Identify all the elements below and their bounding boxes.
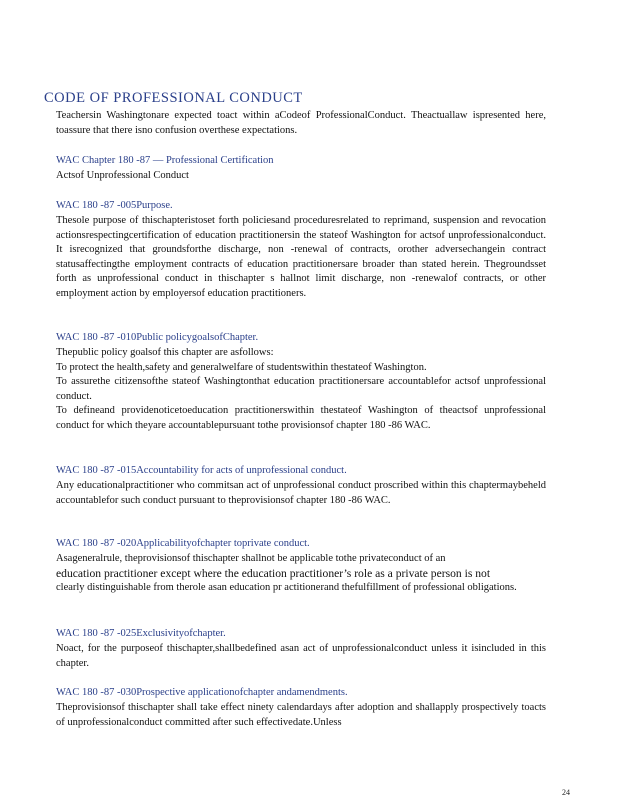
section-heading: WAC Chapter 180 -87 — Professional Certification [56,155,274,166]
section-body [56,169,546,184]
section-purpose [56,199,546,302]
section-line: clearly distinguishable from therole asan education pr actitionerand thefulfillment of professional obligations. [56,582,517,594]
section-heading: WAC 180 -87 -005Purpose. [56,200,173,211]
section-paragraph: To protect the health,safety and generalwelfare of studentswithin thestateof Washington. [56,361,427,373]
section-body [56,214,546,302]
section-body [56,346,546,434]
section-heading: WAC 180 -87 -025Exclusivityofchapter. [56,628,226,639]
section-paragraph: Any educationalpractitioner who commitsan act of unprofessional conduct proscribed within this chaptermaybeheld accountablefor such conduct pursuant to theprovisionsof chapter 180 -86 WAC. [56,480,546,506]
section-heading: WAC 180 -87 -010Public policygoalsofChapter. [56,332,259,343]
section-wac-chapter [56,154,546,184]
section-accountability [56,464,546,508]
section-paragraph: To defineand providenoticetoeducation practitionerswithin thestateof Washington of theactsof unprofessional conduct for which theyare accountablepursuant tothe provisionsof chapter 180 -86 WAC. [56,405,546,431]
section-body [56,479,546,508]
section-prospective [56,686,546,730]
section-body [56,701,546,730]
page-number: 24 [562,788,570,797]
section-paragraph: Thepublic policy goalsof this chapter are asfollows: [56,347,274,358]
section-heading: WAC 180 -87 -020Applicabilityofchapter toprivate conduct. [56,538,310,549]
section-paragraph: Theprovisionsof thischapter shall take effect ninety calendardays after adoption and shallapply prospectively toacts of unprofessionalconduct committed after such effectivedate.Unless [56,702,546,728]
section-paragraph: To assurethe citizensofthe stateof Washingtonthat education practitionersare accountablefor actsof unprofessional conduct. [56,376,546,402]
section-heading: WAC 180 -87 -030Prospective applicationofchapter andamendments. [56,687,348,698]
section-paragraph: Noact, for the purposeof thischapter,shallbedefined asan act of unprofessionalconduct unless it isincluded in this chapter. [56,643,546,669]
section-public-policy [56,331,546,434]
section-paragraph: Actsof Unprofessional Conduct [56,170,189,181]
section-body [56,642,546,671]
section-line: Asageneralrule, theprovisionsof thischapter shallnot be applicable tothe privateconduct of an [56,553,446,564]
section-body [56,552,546,596]
document-title: CODE OF PROFESSIONAL CONDUCT [44,90,303,106]
section-paragraph: Thesole purpose of thischapteristoset forth policiesand proceduresrelated to reprimand, suspension and revocation actionsrespectingcertification of education practitionersin the stateof Washington for actsof unprofessionalconduct. It isrecognized that groundsforthe discharge, non -renewal of contracts, orother adversechangein contract statusaffectingthe employment contracts of education practitionersare broader than stated herein. Thegroundsset forth as unprofessional conduct in thischapter s hallnot limit discharge, non -renewalof contracts, or other employment action by employersof education practitioners. [56,215,546,299]
section-line: education practitioner except where the education practitioner’s role as a private person is not [56,566,491,580]
intro-paragraph: Teachersin Washingtonare expected toact within aCodeof ProfessionalConduct. Theactuallaw ispresented here, toassure that there isno confusion overthese expectations. [56,110,546,136]
section-exclusivity [56,627,546,671]
section-applicability [56,537,546,596]
section-heading: WAC 180 -87 -015Accountability for acts of unprofessional conduct. [56,465,347,476]
